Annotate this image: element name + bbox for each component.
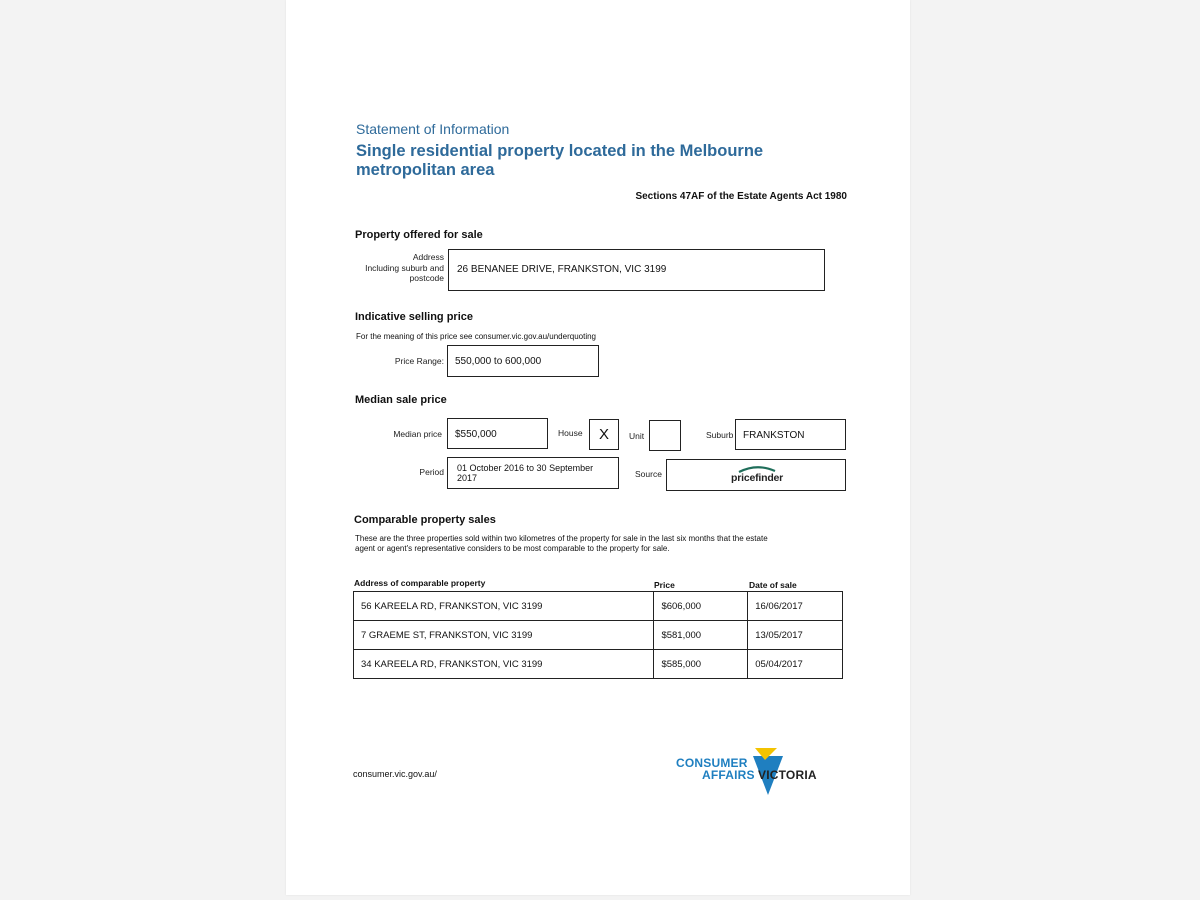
comparable-date-cell: 05/04/2017 <box>748 650 843 679</box>
comparable-address-cell: 56 KAREELA RD, FRANKSTON, VIC 3199 <box>354 592 654 621</box>
median-price-value: $550,000 <box>455 429 497 440</box>
suburb-label: Suburb <box>706 430 734 440</box>
source-label: Source <box>635 469 662 479</box>
document-page <box>286 0 910 895</box>
column-header-price: Price <box>654 580 675 590</box>
comparable-address-cell: 34 KAREELA RD, FRANKSTON, VIC 3199 <box>354 650 654 679</box>
comparable-date-cell: 13/05/2017 <box>748 621 843 650</box>
comparable-price-cell: $585,000 <box>654 650 748 679</box>
house-checkbox-mark: X <box>598 426 609 443</box>
address-label <box>334 252 444 284</box>
title-line-2: metropolitan area <box>356 161 495 179</box>
indicative-heading: Indicative selling price <box>355 311 473 323</box>
comparable-price-cell: $581,000 <box>654 621 748 650</box>
document-title <box>356 142 763 180</box>
median-price-field[interactable] <box>447 418 548 449</box>
comparable-price-cell: $606,000 <box>654 592 748 621</box>
suburb-value: FRANKSTON <box>743 430 805 441</box>
table-row <box>354 621 843 650</box>
price-range-field[interactable] <box>447 345 599 377</box>
property-heading: Property offered for sale <box>355 229 483 241</box>
table-row <box>354 650 843 679</box>
comparable-note-line-1: These are the three properties sold within two kilometres of the property for sale in the last six months that the estate <box>355 534 768 543</box>
address-field[interactable] <box>448 249 825 291</box>
title-line-1: Single residential property located in the Melbourne <box>356 142 764 160</box>
sections-reference: Sections 47AF of the Estate Agents Act 1980 <box>635 191 847 202</box>
comparable-address-cell: 7 GRAEME ST, FRANKSTON, VIC 3199 <box>354 621 654 650</box>
comparable-sales-table <box>353 591 843 679</box>
comparable-date-cell: 16/06/2017 <box>748 592 843 621</box>
footer-url[interactable]: consumer.vic.gov.au/ <box>353 769 437 779</box>
median-heading: Median sale price <box>355 394 447 406</box>
document-kicker: Statement of Information <box>356 121 510 137</box>
price-range-value: 550,000 to 600,000 <box>455 356 542 367</box>
house-label: House <box>558 428 583 438</box>
comparable-note <box>355 534 855 554</box>
address-label-line-1: Address <box>412 252 444 262</box>
column-header-date: Date of sale <box>749 580 797 590</box>
address-label-line-2: Including suburb and <box>365 262 444 273</box>
comparable-heading: Comparable property sales <box>354 514 496 526</box>
unit-label: Unit <box>629 431 645 441</box>
house-checkbox[interactable] <box>589 419 619 450</box>
suburb-field[interactable] <box>735 419 846 450</box>
period-label: Period <box>419 467 444 477</box>
logo-victoria-text: VICTORIA <box>758 768 817 782</box>
pricefinder-logo-text: pricefinder <box>731 472 784 484</box>
consumer-affairs-victoria-logo <box>676 748 826 800</box>
price-range-label: Price Range: <box>394 356 444 366</box>
address-label-line-3: postcode <box>409 273 444 284</box>
address-value: 26 BENANEE DRIVE, FRANKSTON, VIC 3199 <box>457 264 667 275</box>
table-row <box>354 592 843 621</box>
logo-consumer-text: CONSUMER <box>676 756 748 770</box>
period-field[interactable] <box>447 457 619 489</box>
median-price-label: Median price <box>393 429 442 439</box>
period-value-line-2: 2017 <box>457 473 478 483</box>
comparable-note-line-2: agent or agent's representative considers to be most comparable to the property for sale. <box>355 544 670 553</box>
indicative-note: For the meaning of this price see consumer.vic.gov.au/underquoting <box>356 332 596 341</box>
period-value <box>457 463 593 483</box>
logo-affairs-text: AFFAIRS <box>702 768 755 782</box>
period-value-line-1: 01 October 2016 to 30 September <box>457 463 594 473</box>
column-header-address: Address of comparable property <box>354 578 486 588</box>
source-field[interactable] <box>666 459 846 491</box>
unit-checkbox[interactable] <box>649 420 681 451</box>
